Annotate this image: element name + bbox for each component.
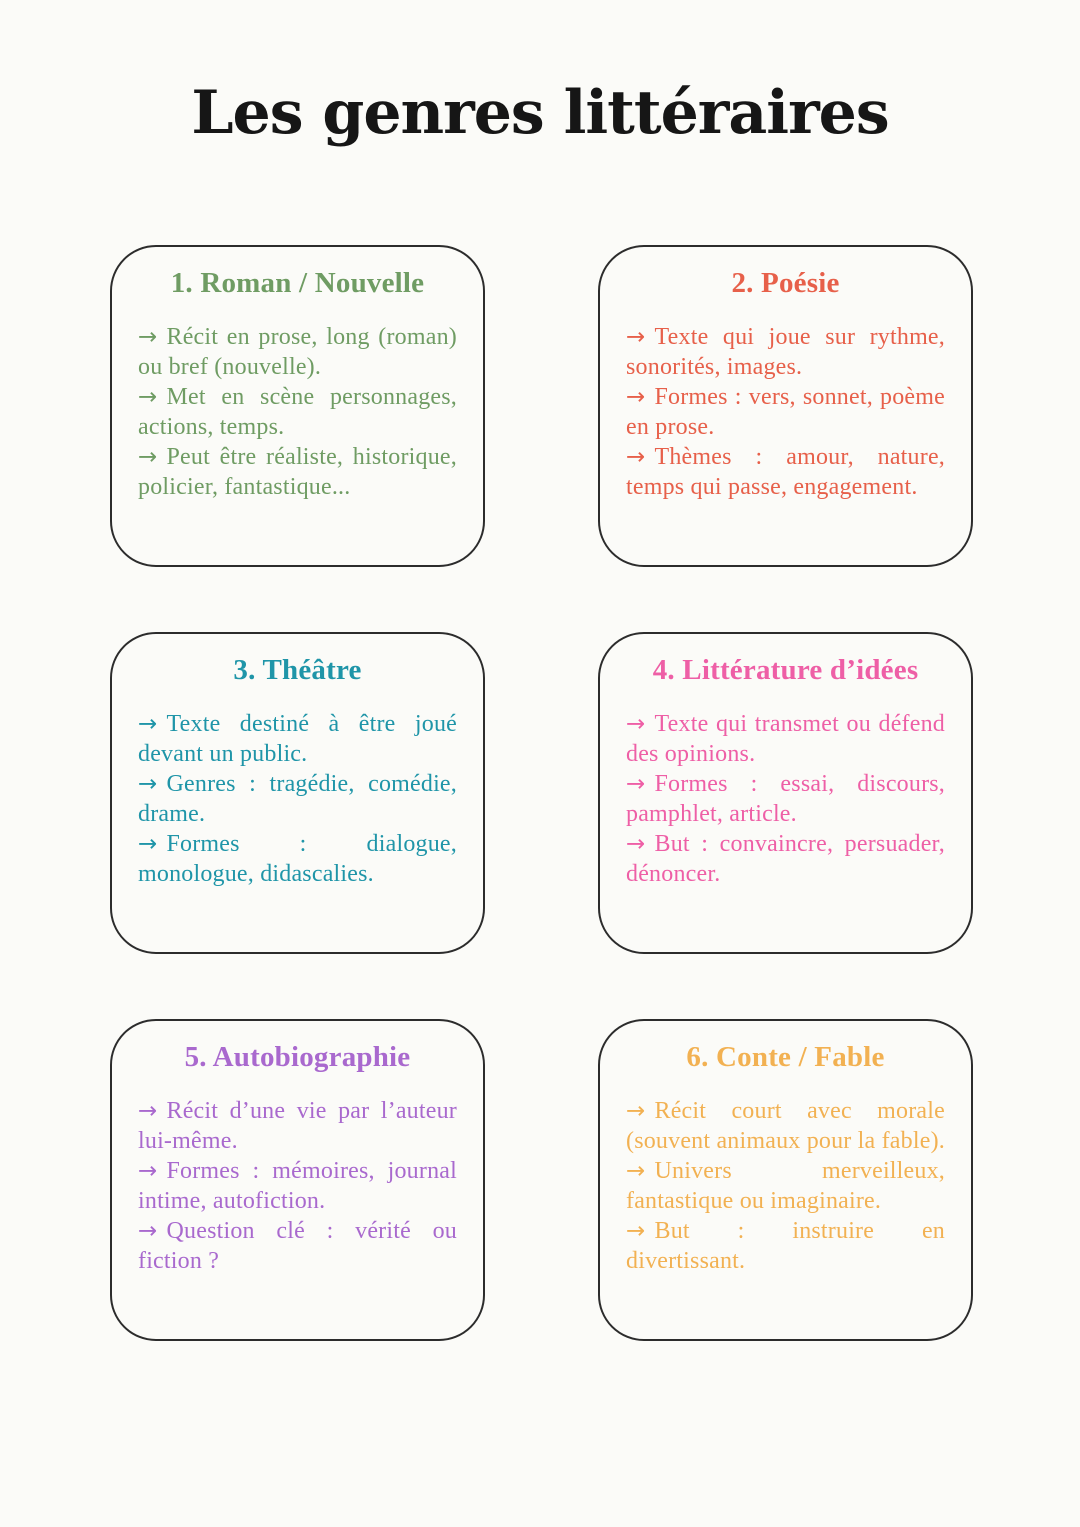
card-point: [138, 382, 457, 442]
point-text: Peut être réaliste, historique, policier, fantastique...: [138, 444, 457, 500]
card-point: [138, 829, 457, 889]
point-text: Formes : dialogue, monologue, didascalies.: [138, 831, 457, 887]
card-title: 3. Théâtre: [233, 654, 362, 686]
point-text: But : convaincre, persuader, dénoncer.: [626, 831, 945, 887]
card-point: [626, 1216, 945, 1276]
point-text: Récit en prose, long (roman) ou bref (nouvelle).: [138, 324, 457, 380]
card-title: 6. Conte / Fable: [686, 1041, 885, 1073]
arrow-icon: →: [138, 711, 158, 737]
arrow-icon: →: [138, 831, 158, 857]
point-text: Texte destiné à être joué devant un public.: [138, 711, 457, 767]
card-title: 2. Poésie: [731, 267, 840, 299]
card-title: 5. Autobiographie: [184, 1041, 411, 1073]
card-point: [626, 709, 945, 769]
card-point: [626, 442, 945, 502]
arrow-icon: →: [138, 1158, 158, 1184]
point-text: Formes : vers, sonnet, poème en prose.: [626, 384, 945, 440]
page-title: Les genres littéraires: [191, 78, 889, 148]
card-point: [138, 1216, 457, 1276]
arrow-icon: →: [626, 1158, 646, 1184]
card-point: [626, 829, 945, 889]
card-poesie: [598, 245, 973, 567]
point-text: Formes : essai, discours, pamphlet, article.: [626, 771, 945, 827]
card-point: [138, 442, 457, 502]
point-text: Récit d’une vie par l’auteur lui-même.: [138, 1098, 457, 1154]
point-text: Thèmes : amour, nature, temps qui passe, engagement.: [626, 444, 945, 500]
card-conte-fable: [598, 1019, 973, 1341]
card-litterature-idees: [598, 632, 973, 954]
card-point: [138, 1096, 457, 1156]
arrow-icon: →: [138, 384, 158, 410]
point-text: Met en scène personnages, actions, temps.: [138, 384, 457, 440]
point-text: Genres : tragédie, comédie, drame.: [138, 771, 457, 827]
arrow-icon: →: [626, 711, 646, 737]
card-point: [626, 1096, 945, 1156]
cards-grid: [110, 245, 973, 1341]
card-point: [138, 322, 457, 382]
card-point: [626, 769, 945, 829]
card-title: 4. Littérature d’idées: [652, 654, 919, 686]
card-point: [626, 382, 945, 442]
arrow-icon: →: [138, 1218, 158, 1244]
point-text: Texte qui transmet ou défend des opinions.: [626, 711, 945, 767]
card-point: [138, 769, 457, 829]
card-point: [138, 1156, 457, 1216]
card-point: [626, 322, 945, 382]
card-autobiographie: [110, 1019, 485, 1341]
point-text: Texte qui joue sur rythme, sonorités, images.: [626, 324, 945, 380]
arrow-icon: →: [626, 1098, 646, 1124]
card-roman-nouvelle: [110, 245, 485, 567]
card-point: [626, 1156, 945, 1216]
point-text: Univers merveilleux, fantastique ou imaginaire.: [626, 1158, 945, 1214]
arrow-icon: →: [626, 444, 646, 470]
arrow-icon: →: [626, 324, 646, 350]
arrow-icon: →: [138, 771, 158, 797]
arrow-icon: →: [626, 1218, 646, 1244]
arrow-icon: →: [626, 771, 646, 797]
card-theatre: [110, 632, 485, 954]
point-text: Formes : mémoires, journal intime, autofiction.: [138, 1158, 457, 1214]
arrow-icon: →: [138, 444, 158, 470]
card-title: 1. Roman / Nouvelle: [170, 267, 425, 299]
card-point: [138, 709, 457, 769]
arrow-icon: →: [626, 831, 646, 857]
arrow-icon: →: [138, 324, 158, 350]
arrow-icon: →: [138, 1098, 158, 1124]
point-text: Question clé : vérité ou fiction ?: [138, 1218, 457, 1274]
point-text: But : instruire en divertissant.: [626, 1218, 945, 1274]
point-text: Récit court avec morale (souvent animaux pour la fable).: [626, 1098, 945, 1154]
arrow-icon: →: [626, 384, 646, 410]
